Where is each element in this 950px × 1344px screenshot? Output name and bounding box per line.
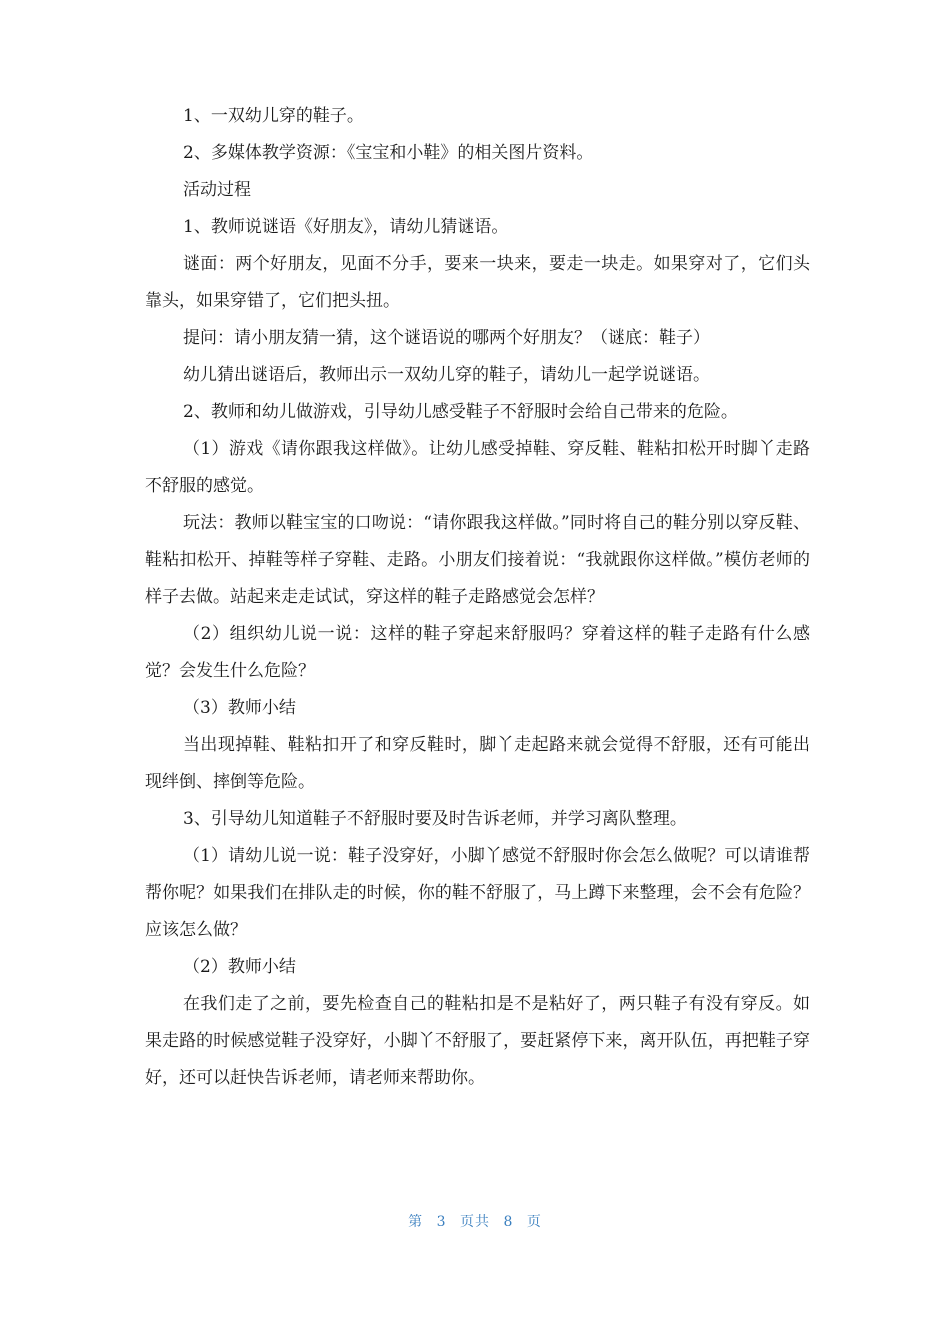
document-body [145,98,810,1097]
paragraph-summary-heading-1: （3）教师小结 [183,698,296,718]
paragraph-riddle-followup: 幼儿猜出谜语后，教师出示一双幼儿穿的鞋子，请幼儿一起学说谜语。 [183,365,710,385]
paragraph-discussion: （2）组织幼儿说一说：这样的鞋子穿起来舒服吗？穿着这样的鞋子走路有什么感觉？会发生什么危险？ [145,624,810,681]
footer-current-page: 3 [436,1214,447,1230]
paragraph-question: 提问：请小朋友猜一猜，这个谜语说的哪两个好朋友？（谜底：鞋子） [183,328,710,348]
paragraph-summary-1: 当出现掉鞋、鞋粘扣开了和穿反鞋时，脚丫走起路来就会觉得不舒服，还有可能出现绊倒、摔倒等危险。 [145,735,810,792]
section-heading-activity-process: 活动过程 [183,180,251,200]
paragraph-step-2: 2、教师和幼儿做游戏，引导幼儿感受鞋子不舒服时会给自己带来的危险。 [183,402,738,422]
footer-total-pages: 8 [503,1214,514,1230]
paragraph-how-to-play: 玩法：教师以鞋宝宝的口吻说：“请你跟我这样做。”同时将自己的鞋分别以穿反鞋、鞋粘扣松开、掉鞋等样子穿鞋、走路。小朋友们接着说：“我就跟你这样做。”模仿老师的样子去做。站起来走走试试，穿这样的鞋子走路感觉会怎样？ [145,513,810,607]
footer-suffix: 页 [526,1214,542,1230]
paragraph-summary-2: 在我们走了之前，要先检查自己的鞋粘扣是不是粘好了，两只鞋子有没有穿反。如果走路的时候感觉鞋子没穿好，小脚丫不舒服了，要赶紧停下来，离开队伍，再把鞋子穿好，还可以赶快告诉老师，请老师来帮助你。 [145,994,810,1088]
paragraph-step-1: 1、教师说谜语《好朋友》，请幼儿猜谜语。 [183,217,509,237]
paragraph-materials-1: 1、一双幼儿穿的鞋子。 [183,106,364,126]
paragraph-riddle-text: 谜面：两个好朋友，见面不分手，要来一块来，要走一块走。如果穿对了，它们头靠头，如果穿错了，它们把头扭。 [145,254,810,311]
paragraph-summary-heading-2: （2）教师小结 [183,957,296,977]
paragraph-game: （1）游戏《请你跟我这样做》。让幼儿感受掉鞋、穿反鞋、鞋粘扣松开时脚丫走路不舒服的感觉。 [145,439,810,496]
footer-prefix: 第 [408,1214,424,1230]
footer-middle: 页共 [460,1214,490,1230]
paragraph-children-discuss: （1）请幼儿说一说：鞋子没穿好，小脚丫感觉不舒服时你会怎么做呢？可以请谁帮帮你呢？如果我们在排队走的时候，你的鞋不舒服了，马上蹲下来整理，会不会有危险？应该怎么做？ [145,846,810,940]
paragraph-step-3: 3、引导幼儿知道鞋子不舒服时要及时告诉老师，并学习离队整理。 [183,809,687,829]
paragraph-materials-2: 2、多媒体教学资源：《宝宝和小鞋》的相关图片资料。 [183,143,594,163]
page-number-footer [0,1211,950,1231]
